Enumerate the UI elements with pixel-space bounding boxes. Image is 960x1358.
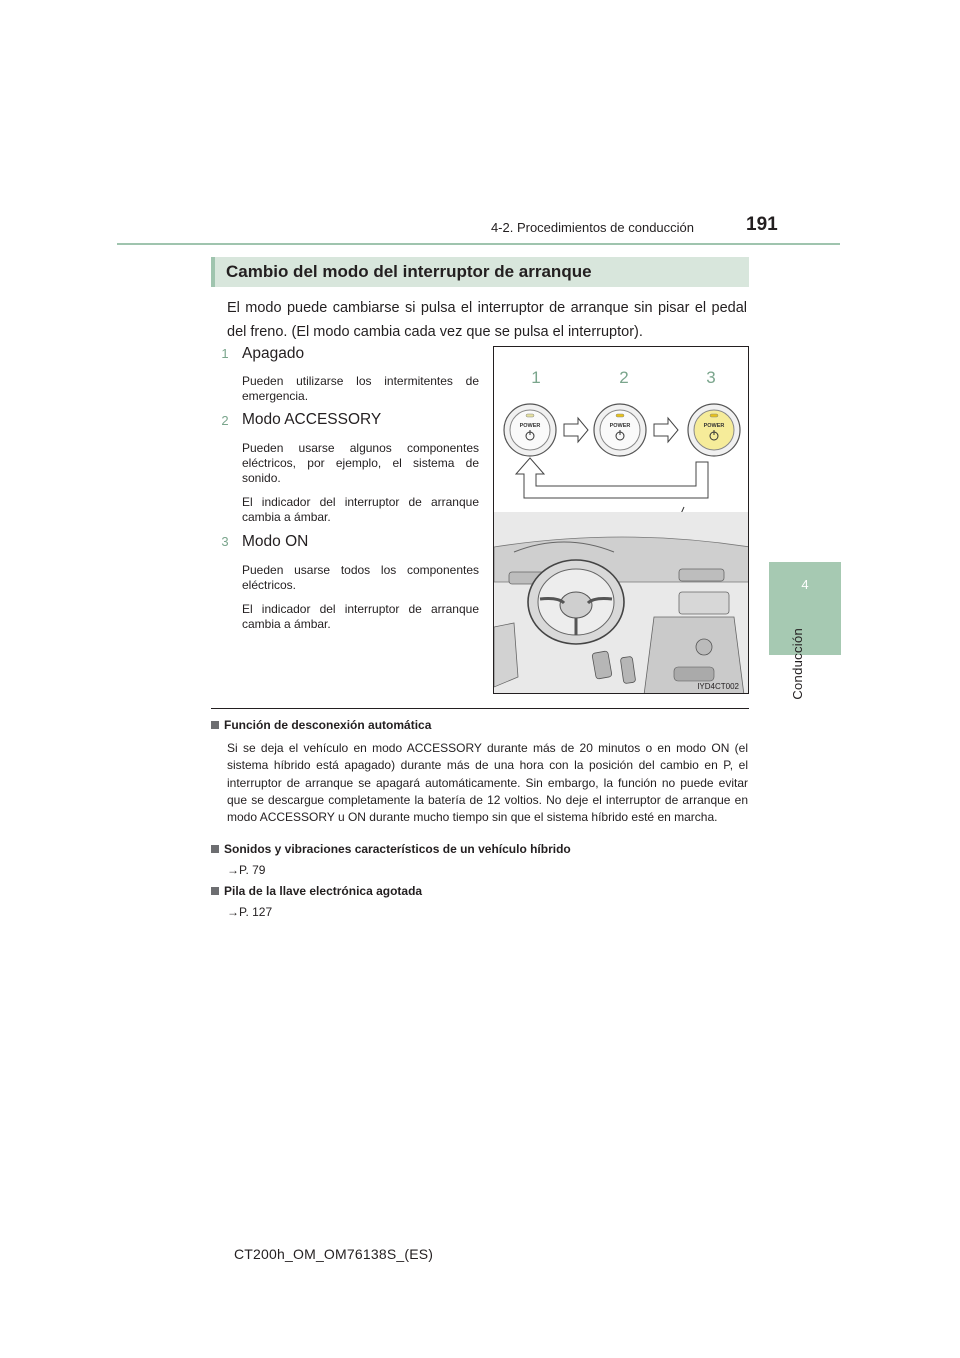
item-number-3: 3 (221, 534, 229, 549)
square-bullet-icon (211, 887, 219, 895)
illustration-code: IYD4CT002 (697, 682, 739, 691)
item-desc-3a: Pueden usarse todos los componentes eléctricos. (242, 563, 479, 592)
section-title: Cambio del modo del interruptor de arranque (211, 257, 749, 287)
item-number-2: 2 (221, 413, 229, 428)
note-title-2-text: Sonidos y vibraciones característicos de un vehículo híbrido (224, 842, 571, 856)
square-bullet-icon (211, 721, 219, 729)
note-text-1: Si se deja el vehículo en modo ACCESSORY durante más de 20 minutos o en modo ON (el sistema híbrido está apagado) durante más de una hora con la posición del cambio en P, el interruptor de arranque se apagará automáticamente. Sin embargo, la función no puede evitar que se descargue completamente la batería de 12 voltios. No deje el interruptor de arranque en modo ACCESSORY u ON durante mucho tiempo sin que el sistema híbrido esté en marcha. (227, 741, 748, 825)
document-code: CT200h_OM_OM76138S_(ES) (234, 1246, 434, 1262)
notes-divider (211, 708, 749, 709)
chapter-number: 4 (801, 577, 809, 592)
item-title-1: Apagado (242, 345, 305, 362)
item-number-1: 1 (221, 346, 229, 361)
power-switch-illustration (493, 346, 749, 694)
note-title-3-text: Pila de la llave electrónica agotada (224, 884, 423, 898)
page-number: 191 (746, 214, 778, 235)
power-label-2: POWER (609, 423, 631, 429)
power-button-2 (594, 404, 646, 456)
callout-2: 2 (619, 368, 629, 387)
note-ref-2[interactable]: →P. 79 (227, 863, 266, 877)
item-desc-2b: El indicador del interruptor de arranque cambia a ámbar. (242, 495, 479, 524)
note-title-1 (211, 718, 431, 732)
power-label-1: POWER (519, 423, 541, 429)
note-ref-3[interactable]: →P. 127 (227, 905, 273, 919)
item-desc-2a: Pueden usarse algunos componentes eléctricos, por ejemplo, el sistema de sonido. (242, 441, 479, 485)
item-title-2: Modo ACCESSORY (242, 411, 382, 428)
note-title-3 (211, 884, 422, 898)
callout-1: 1 (531, 368, 541, 387)
chapter-label: Conducción (790, 628, 805, 700)
note-title-1-text: Función de desconexión automática (224, 718, 432, 732)
square-bullet-icon (211, 845, 219, 853)
callout-3: 3 (706, 368, 716, 387)
illustration-drawing (494, 347, 749, 694)
item-title-3: Modo ON (242, 533, 309, 550)
note-title-2 (211, 842, 571, 856)
header-rule (117, 243, 840, 245)
section-reference: 4-2. Procedimientos de conducción (490, 220, 694, 235)
item-desc-1a: Pueden utilizarse los intermitentes de emergencia. (242, 374, 479, 403)
power-button-1 (504, 404, 556, 456)
intro-paragraph: El modo puede cambiarse si pulsa el interruptor de arranque sin pisar el pedal del freno. (El modo cambia cada vez que se pulsa el interruptor). (227, 300, 747, 340)
power-button-3 (688, 404, 740, 456)
chapter-tab (769, 562, 841, 655)
power-label-3: POWER (703, 423, 725, 429)
item-desc-3b: El indicador del interruptor de arranque cambia a ámbar. (242, 602, 479, 631)
